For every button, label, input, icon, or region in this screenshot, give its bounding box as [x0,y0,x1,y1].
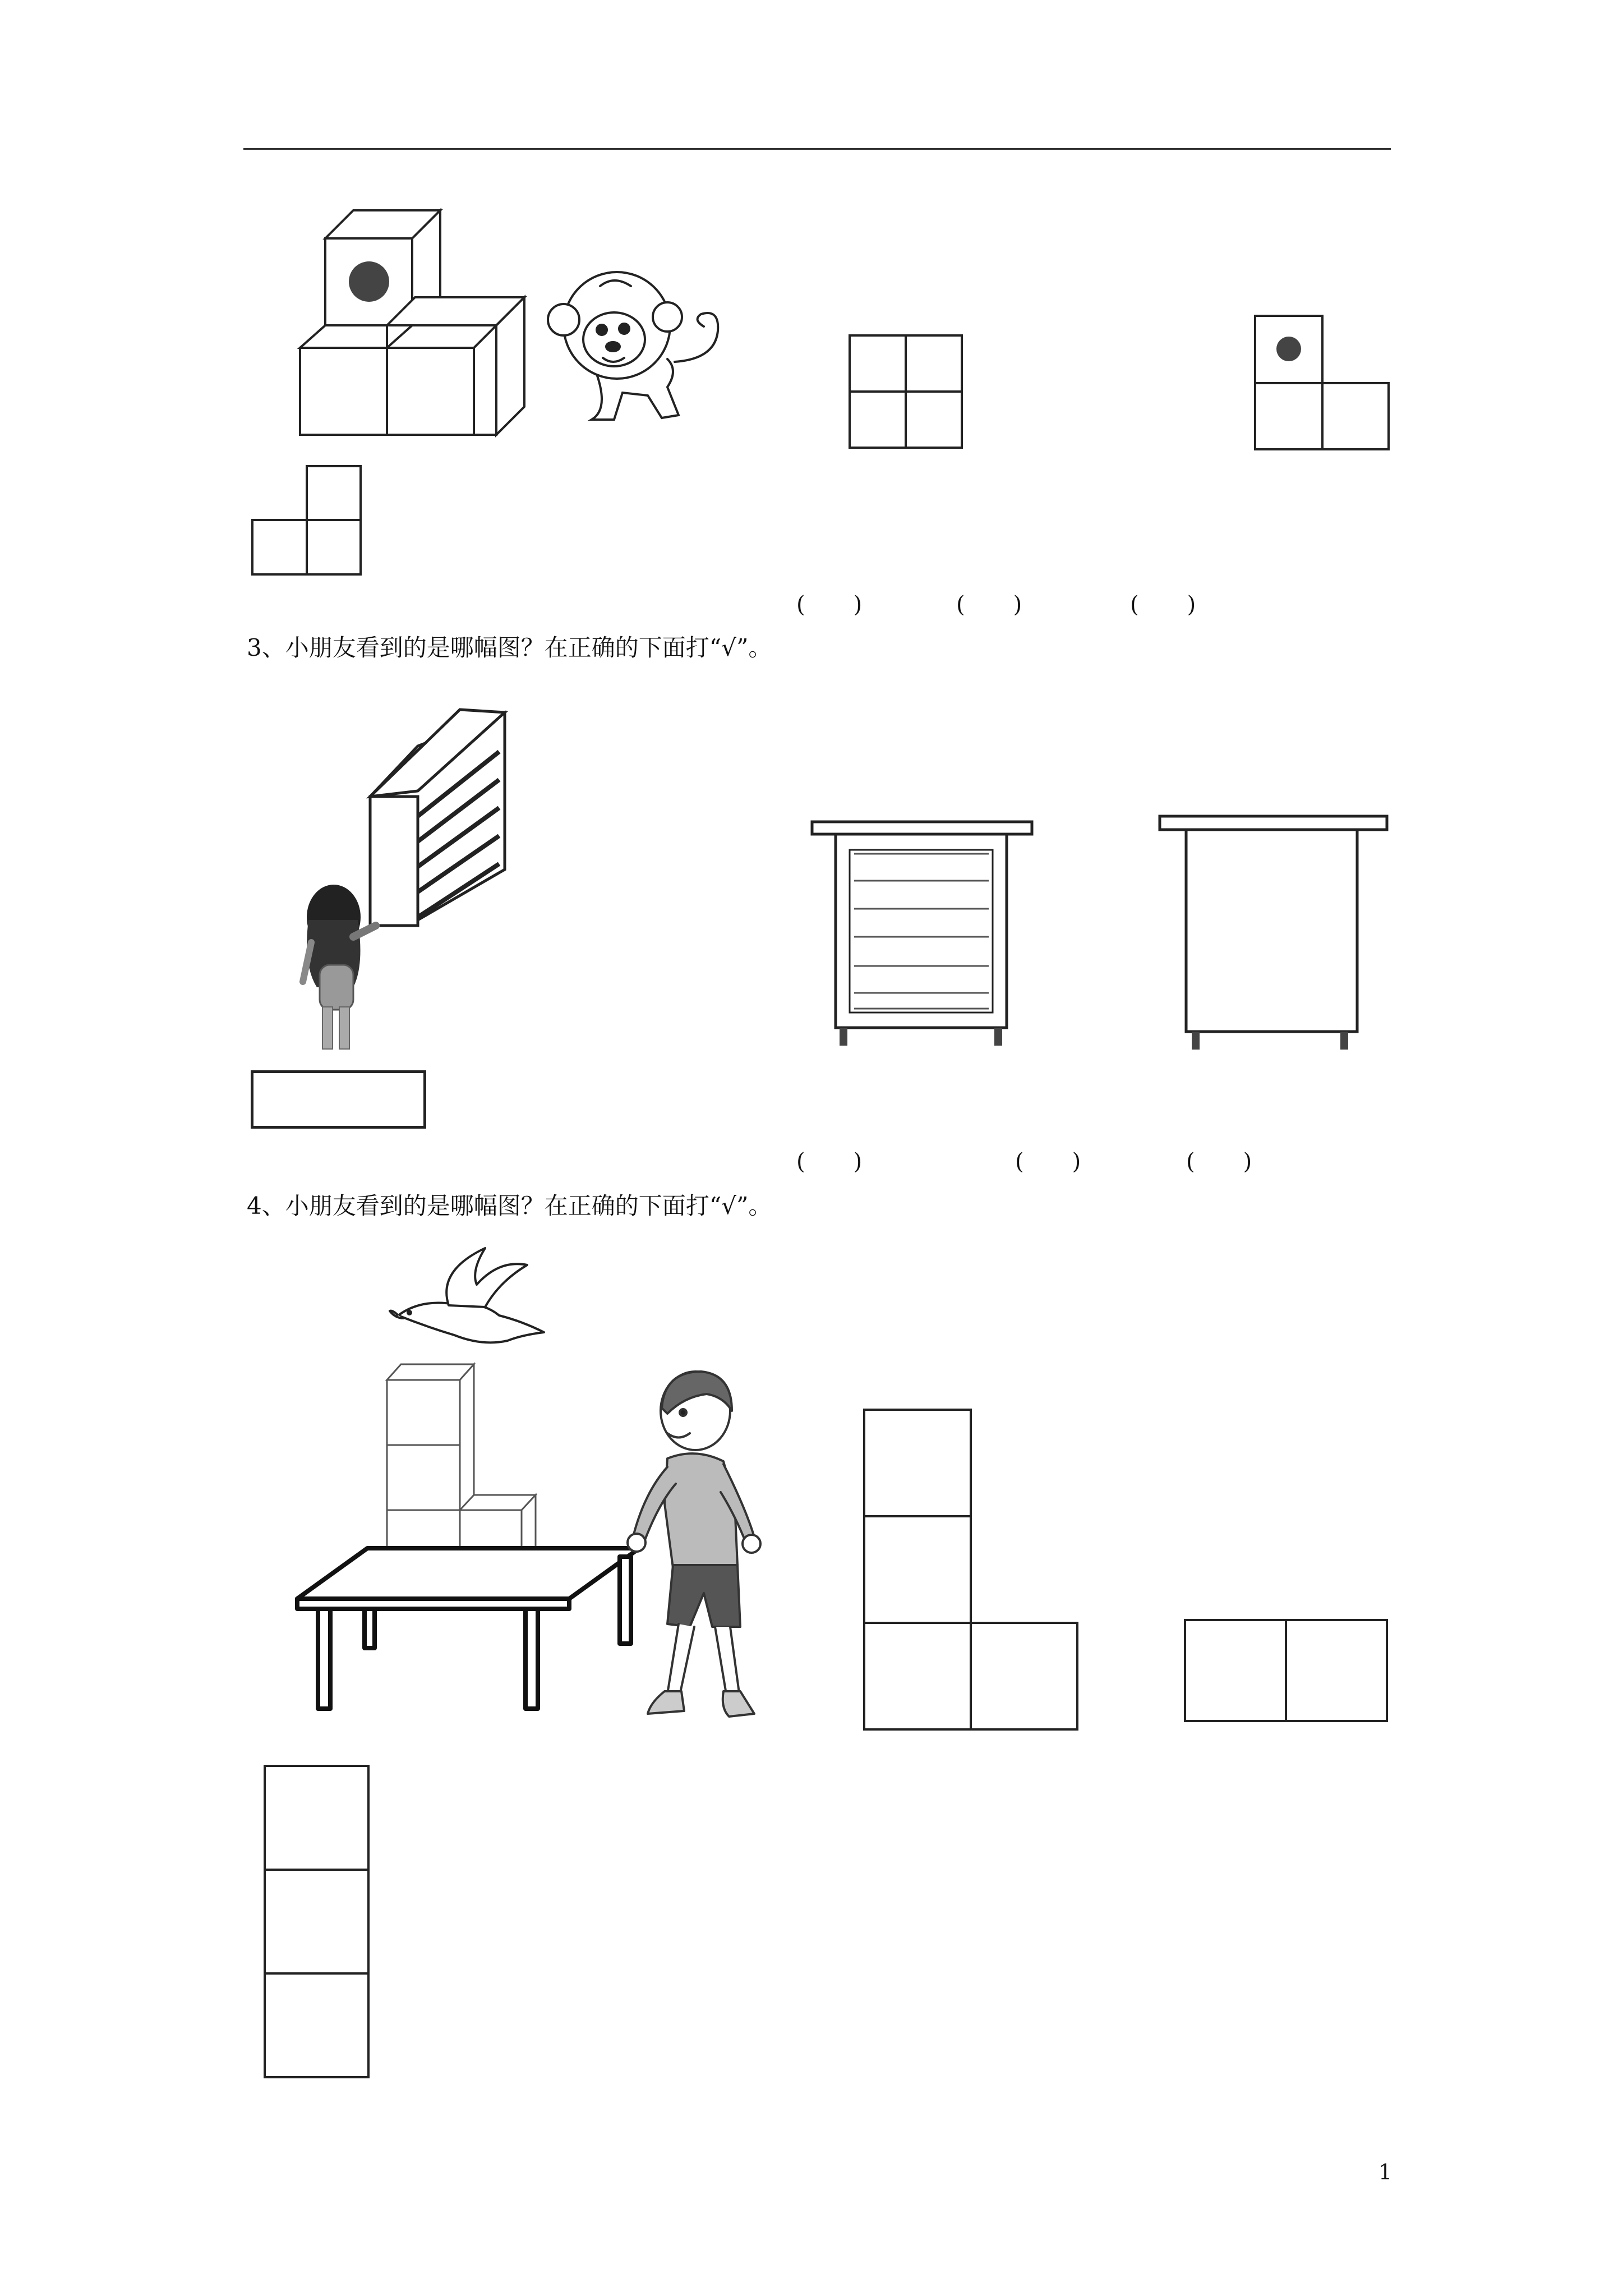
q2-option-a-figure [848,334,966,452]
q2-blank-2[interactable]: ( ) [956,592,1023,618]
q3-blank-1[interactable]: ( ) [796,1149,864,1175]
q3-blank-3[interactable]: ( ) [1186,1149,1253,1175]
q3-answer-box [251,1070,426,1129]
q2-blank-3[interactable]: ( ) [1130,592,1197,618]
q4-option-b-two-squares [1183,1618,1391,1725]
page-number: 1 [1378,2160,1393,2184]
header-rule [243,148,1391,150]
q3-option-b-plain-front [1158,813,1391,1060]
table-with-cubes-image [294,1358,653,1722]
question-3-text: 3、小朋友看到的是哪幅图？在正确的下面打“√”。 [247,634,772,661]
q2-cube-stack-figure [297,208,533,443]
q2-option-c-figure [251,464,363,577]
monkey-image [547,264,737,426]
q3-option-a-front-with-drawers [810,819,1035,1055]
q4-option-c-vertical-three [263,1764,372,2084]
q4-option-a-l-shape [863,1408,1081,1733]
boy-image [611,1363,791,1728]
bird-image [387,1237,550,1360]
q3-blank-2[interactable]: ( ) [1015,1149,1082,1175]
question-4-text: 4、小朋友看到的是哪幅图？在正确的下面打“√”。 [247,1192,772,1220]
q2-blank-1[interactable]: ( ) [796,592,864,618]
girl-and-cabinet-image [292,701,516,1060]
q2-option-b-figure [1253,314,1391,452]
